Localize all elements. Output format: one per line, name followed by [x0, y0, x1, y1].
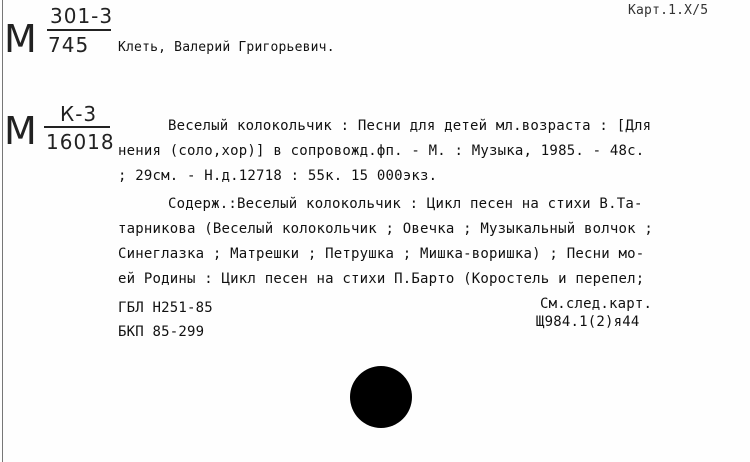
see-next-card: См.след.карт. [540, 296, 653, 312]
library-code: ГБЛ Н251-85 [118, 300, 213, 316]
contents-line: Содерж.:Веселый колокольчик : Цикл песен на стихи В.Та- [168, 196, 643, 212]
shelfmark-side-denominator: 16018 [46, 130, 115, 154]
body-line: нения (соло,хор)] в сопровожд.фп. - М. : Музыка, 1985. - 48с. [118, 143, 645, 159]
punch-hole [350, 366, 412, 428]
body-line: ; 29см. - Н.д.12718 : 55к. 15 000экз. [118, 168, 438, 184]
bkp-code: БКП 85-299 [118, 324, 205, 340]
shelfmark-top-numerator: 301-3 [50, 4, 114, 28]
shelfmark-top-denominator: 745 [48, 33, 90, 57]
author-heading: Клеть, Валерий Григорьевич. [118, 40, 335, 55]
classification-code: Щ984.1(2)я44 [536, 314, 640, 330]
contents-line: Синеглазка ; Матрешки ; Петрушка ; Мишка-воришка) ; Песни мо- [118, 246, 645, 262]
shelfmark-side-letter: М [4, 109, 37, 153]
corner-note: Карт.1.Х/5 [628, 3, 709, 18]
contents-line: ей Родины : Цикл песен на стихи П.Барто (Коростель и перепел; [118, 271, 645, 287]
contents-line: тарникова (Веселый колокольчик ; Овечка ; Музыкальный волчок ; [118, 221, 653, 237]
shelfmark-top-letter: М [4, 17, 37, 61]
body-line: Веселый колокольчик : Песни для детей мл.возраста : [Для [168, 118, 652, 134]
card-edge [2, 0, 3, 462]
shelfmark-side-fraction-line [44, 126, 110, 128]
shelfmark-side-numerator: К-3 [60, 102, 98, 126]
shelfmark-top-fraction-line [47, 29, 111, 31]
